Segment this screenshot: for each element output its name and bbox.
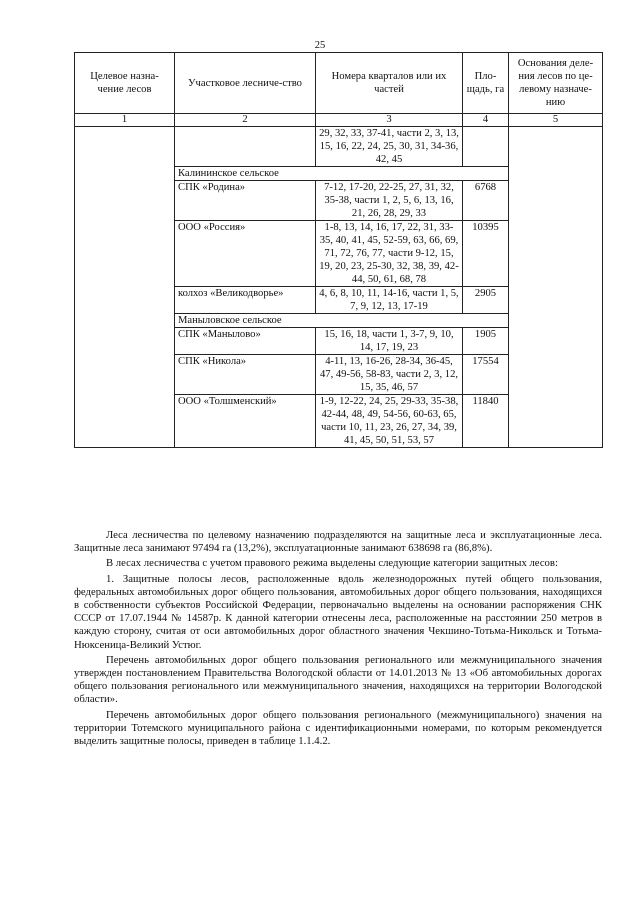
- quarters-cell: 4-11, 13, 16-26, 28-34, 36-45, 47, 49-56, 58-83, части 2, 3, 12, 15, 35, 46, 57: [316, 355, 463, 395]
- forestry-cell: ООО «Россия»: [175, 221, 316, 287]
- area-cell: 10395: [463, 221, 509, 287]
- group-heading-cell: Маныловское сельское: [175, 314, 509, 328]
- forestry-cell: СПК «Родина»: [175, 181, 316, 221]
- quarters-cell: 1-8, 13, 14, 16, 17, 22, 31, 33-35, 40, 41, 45, 52-59, 63, 66, 69, 71, 72, 76, 77, части 9-12, 15, 19, 20, 23, 25-30, 32, 38, 39, 42-44, 50, 61, 68, 78: [316, 221, 463, 287]
- header-quarters: Номера кварталов или их частей: [316, 53, 463, 114]
- column-number: 1: [75, 114, 175, 127]
- header-purpose: Целевое назна-чение лесов: [75, 53, 175, 114]
- area-cell: 17554: [463, 355, 509, 395]
- forest-purpose-table: [74, 52, 603, 448]
- paragraph: Перечень автомобильных дорог общего пользования регионального или межмуниципального значения утвержден постановлением Правительства Вологодской области от 14.01.2013 № 13 «Об автомобильных дорогах общего пользования регионального или межмуниципального значения, находящихся на территории Вологодской области».: [74, 653, 602, 706]
- forestry-cell: СПК «Манылово»: [175, 328, 316, 355]
- area-cell: 11840: [463, 395, 509, 448]
- body-text: [74, 529, 602, 750]
- forestry-cell: ООО «Толшменский»: [175, 395, 316, 448]
- forestry-cell: колхоз «Великодворье»: [175, 287, 316, 314]
- header-area: Пло-щадь, га: [463, 53, 509, 114]
- column-number: 5: [509, 114, 603, 127]
- basis-cell: [509, 127, 603, 448]
- header-basis: Основания деле-ния лесов по це-левому назначе-нию: [509, 53, 603, 114]
- column-number: 2: [175, 114, 316, 127]
- quarters-cell: 15, 16, 18, части 1, 3-7, 9, 10, 14, 17, 19, 23: [316, 328, 463, 355]
- paragraph: Леса лесничества по целевому назначению подразделяются на защитные леса и эксплуатационные леса. Защитные леса занимают 97494 га (13,2%), эксплуатационные занимают 638698 га (86,8%).: [74, 529, 602, 555]
- forestry-cell: СПК «Никола»: [175, 355, 316, 395]
- area-cell: 6768: [463, 181, 509, 221]
- group-heading-cell: Калининское сельское: [175, 167, 509, 181]
- quarters-cell: 7-12, 17-20, 22-25, 27, 31, 32, 35-38, части 1, 2, 5, 6, 13, 16, 21, 26, 28, 29, 33: [316, 181, 463, 221]
- quarters-cell: 4, 6, 8, 10, 11, 14-16, части 1, 5, 7, 9, 12, 13, 17-19: [316, 287, 463, 314]
- paragraph: Перечень автомобильных дорог общего пользования регионального (межмуниципального) значения на территории Тотемского муниципального района с идентификационными номерами, по которым рекомендуется выделить защитные полосы, приведен в таблице 1.1.4.2.: [74, 708, 602, 748]
- quarters-cell: 29, 32, 33, 37-41, части 2, 3, 13, 15, 16, 22, 24, 25, 30, 31, 34-36, 42, 45: [316, 127, 463, 167]
- column-number: 4: [463, 114, 509, 127]
- column-number: 3: [316, 114, 463, 127]
- forestry-cell: [175, 127, 316, 167]
- table-header-row: [75, 53, 603, 114]
- header-forestry: Участковое лесниче-ство: [175, 53, 316, 114]
- quarters-cell: 1-9, 12-22, 24, 25, 29-33, 35-38, 42-44, 48, 49, 54-56, 60-63, 65, части 10, 11, 23, 26, 27, 34, 39, 41, 45, 50, 51, 53, 57: [316, 395, 463, 448]
- area-cell: 2905: [463, 287, 509, 314]
- area-cell: 1905: [463, 328, 509, 355]
- column-number-row: [75, 114, 603, 127]
- paragraph: 1. Защитные полосы лесов, расположенные вдоль железнодорожных путей общего пользования, федеральных автомобильных дорог общего пользования, автомобильных дорог общего пользования, находящихся в собственности субъектов Российской Федерации, первоначально выделены на основании распоряжения СНК СССР от 17.07.1944 № 14587р. К данной категории отнесены леса, расположенные на расстоянии 250 метров в каждую сторону, считая от оси автомобильных дорог областного значения Чекшино-Тотьма-Никольск и Тотьма-Нюксеница-Великий Устюг.: [74, 572, 602, 651]
- purpose-cell: [75, 127, 175, 448]
- table-row: [75, 127, 603, 167]
- paragraph: В лесах лесничества с учетом правового режима выделены следующие категории защитных лесов:: [106, 557, 558, 570]
- page-number: 25: [314, 40, 326, 51]
- area-cell: [463, 127, 509, 167]
